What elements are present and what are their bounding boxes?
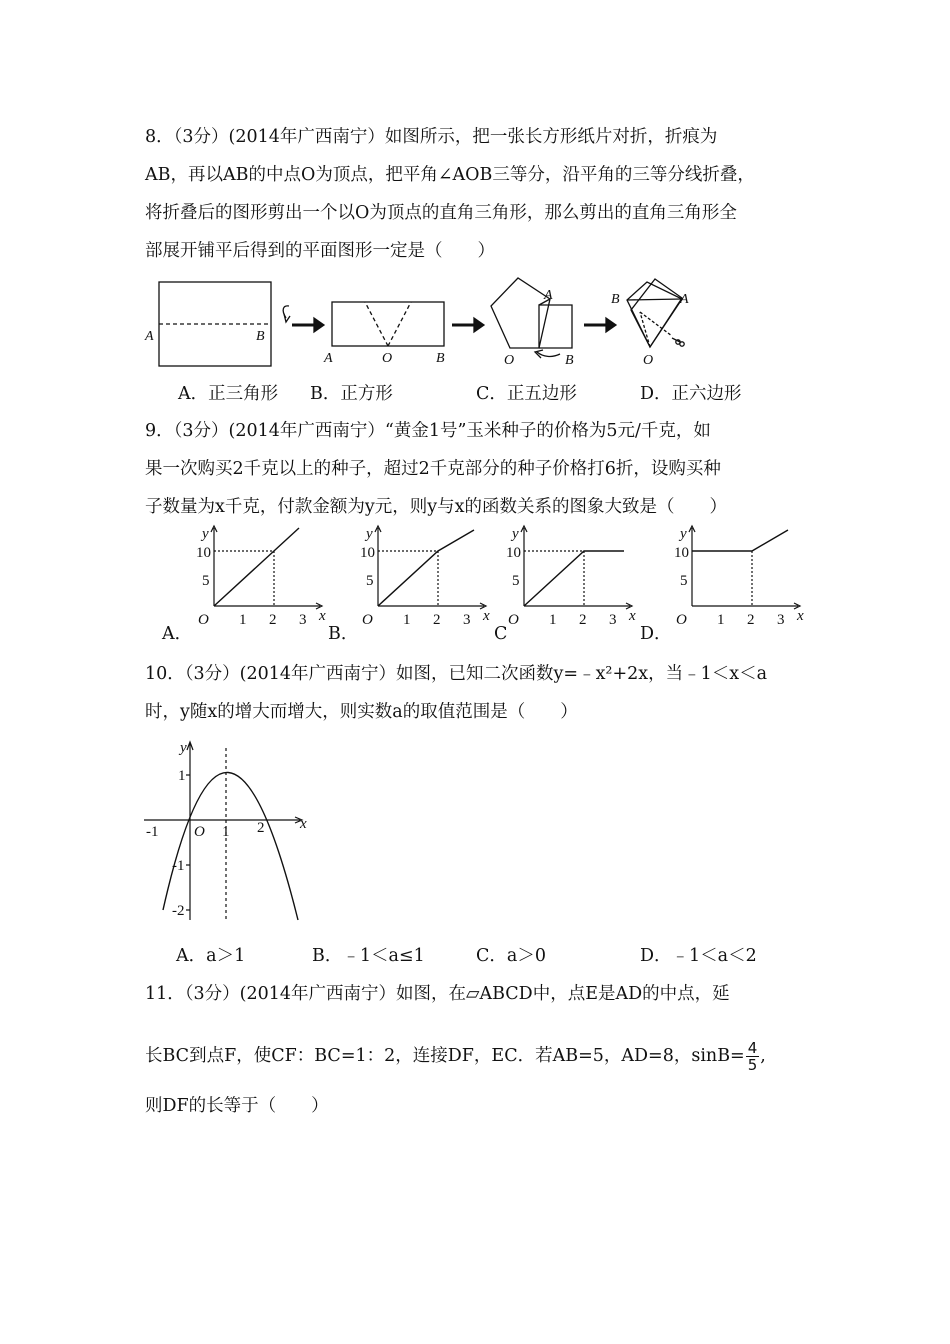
q11-line-2-text: 长BC到点F，使CF：BC=1：2，连接DF，EC．若AB=5，AD=8，sinB= <box>145 1046 745 1066</box>
q9b-x-label: x <box>483 608 490 624</box>
q11-line-3: 则DF的长等于（ ） <box>145 1096 329 1116</box>
q9-option-a[interactable]: A． <box>162 624 193 644</box>
q10-y-label: y <box>180 740 187 756</box>
q8-label-A3: A <box>544 288 553 303</box>
q9-graph-a <box>192 522 332 632</box>
q8-option-d[interactable]: D．正六边形 <box>640 384 742 404</box>
q11-line-1: 11．（3分）(2014年广西南宁）如图，在▱ABCD中，点E是AD的中点，延 <box>145 984 730 1004</box>
q9d-tick-5: 5 <box>680 573 688 589</box>
q8-line-4: 部展开铺平后得到的平面图形一定是（ ） <box>145 241 495 261</box>
q9c-x-label: x <box>629 608 636 624</box>
q11-fraction-numerator: 4 <box>747 1039 758 1057</box>
q8-label-B4: B <box>611 292 620 307</box>
q9-line-2: 果一次购买2千克以上的种子，超过2千克部分的种子价格打6折，设购买种 <box>145 459 721 479</box>
q9-option-b[interactable]: B． <box>328 624 359 644</box>
q9a-origin: O <box>198 612 209 628</box>
q9d-y-label: y <box>680 526 687 542</box>
q8-option-c[interactable]: C．正五边形 <box>476 384 577 404</box>
q9-option-d[interactable]: D． <box>640 624 672 644</box>
q9b-tick-2: 2 <box>433 612 441 628</box>
q8-label-A2: A <box>324 351 333 366</box>
q9c-tick-1: 1 <box>549 612 557 628</box>
q9d-tick-3: 3 <box>777 612 785 628</box>
q9d-x-label: x <box>797 608 804 624</box>
q9b-tick-10: 10 <box>360 545 375 561</box>
q9d-tick-10: 10 <box>674 545 689 561</box>
q9c-y-label: y <box>512 526 519 542</box>
q9-line-1: 9．（3分）(2014年广西南宁）“黄金1号”玉米种子的价格为5元/千克，如 <box>145 421 711 441</box>
q9a-y-label: y <box>202 526 209 542</box>
q9c-tick-5: 5 <box>512 573 520 589</box>
q9a-tick-10: 10 <box>196 545 211 561</box>
q9a-x-label: x <box>319 608 326 624</box>
q9c-origin: O <box>508 612 519 628</box>
q10-line-1: 10．（3分）(2014年广西南宁）如图，已知二次函数y=﹣x²+2x，当﹣1＜x＜a <box>145 664 768 684</box>
q10-origin: O <box>194 824 205 840</box>
q10-tick-x-neg1: -1 <box>146 824 159 840</box>
q10-tick-x-2: 2 <box>257 820 265 836</box>
q8-line-2: AB，再以AB的中点O为顶点，把平角∠AOB三等分，沿平角的三等分线折叠， <box>145 165 755 185</box>
q11-fraction-denominator: 5 <box>747 1056 758 1074</box>
q8-label-O2: O <box>382 351 393 366</box>
q9-graph-b <box>356 522 496 632</box>
q8-label-B2: B <box>436 351 445 366</box>
q10-tick-y-1: 1 <box>178 768 186 784</box>
q8-line-1: 8．（3分）(2014年广西南宁）如图所示，把一张长方形纸片对折，折痕为 <box>145 127 718 147</box>
q9d-tick-1: 1 <box>717 612 725 628</box>
q8-label-B3: B <box>565 353 574 368</box>
q10-line-2: 时，y随x的增大而增大，则实数a的取值范围是（ ） <box>145 702 578 722</box>
q9a-tick-3: 3 <box>299 612 307 628</box>
q9b-tick-5: 5 <box>366 573 374 589</box>
q10-option-c[interactable]: C．a＞0 <box>476 946 546 966</box>
q9b-origin: O <box>362 612 373 628</box>
q9b-tick-3: 3 <box>463 612 471 628</box>
q8-label-O3: O <box>504 353 515 368</box>
q9-graph-d <box>670 522 810 632</box>
q9b-tick-1: 1 <box>403 612 411 628</box>
q10-parabola-graph <box>140 738 320 928</box>
q9b-y-label: y <box>366 526 373 542</box>
q11-line-2 <box>145 1040 766 1073</box>
q9c-tick-3: 3 <box>609 612 617 628</box>
q8-label-O4: O <box>643 353 654 368</box>
q8-folding-figure <box>140 272 700 372</box>
q11-sinb-fraction <box>746 1040 760 1073</box>
q9-line-3: 子数量为x千克，付款金额为y元，则y与x的函数关系的图象大致是（ ） <box>145 497 728 517</box>
q10-option-b[interactable]: B．﹣1＜a≤1 <box>312 946 425 966</box>
q10-tick-y-neg1: -1 <box>172 858 185 874</box>
q9d-tick-2: 2 <box>747 612 755 628</box>
q10-option-d[interactable]: D．﹣1＜a＜2 <box>640 946 757 966</box>
q9c-tick-2: 2 <box>579 612 587 628</box>
q10-tick-y-neg2: -2 <box>172 903 185 919</box>
q9-option-c[interactable]: C <box>494 624 508 644</box>
q10-tick-x-1: 1 <box>222 824 230 840</box>
q8-label-A: A <box>145 329 154 344</box>
q9-graph-c <box>502 522 642 632</box>
q10-option-a[interactable]: A．a＞1 <box>176 946 246 966</box>
q8-label-B: B <box>256 329 265 344</box>
q9a-tick-1: 1 <box>239 612 247 628</box>
q9c-tick-10: 10 <box>506 545 521 561</box>
q8-option-a[interactable]: A．正三角形 <box>178 384 279 404</box>
q11-line-2-comma: , <box>760 1046 766 1066</box>
q9a-tick-2: 2 <box>269 612 277 628</box>
q9d-origin: O <box>676 612 687 628</box>
q9a-tick-5: 5 <box>202 573 210 589</box>
q10-x-label: x <box>300 816 307 832</box>
q8-label-A4: A <box>680 292 689 307</box>
q8-option-b[interactable]: B．正方形 <box>310 384 393 404</box>
q8-line-3: 将折叠后的图形剪出一个以O为顶点的直角三角形，那么剪出的直角三角形全 <box>145 203 737 223</box>
